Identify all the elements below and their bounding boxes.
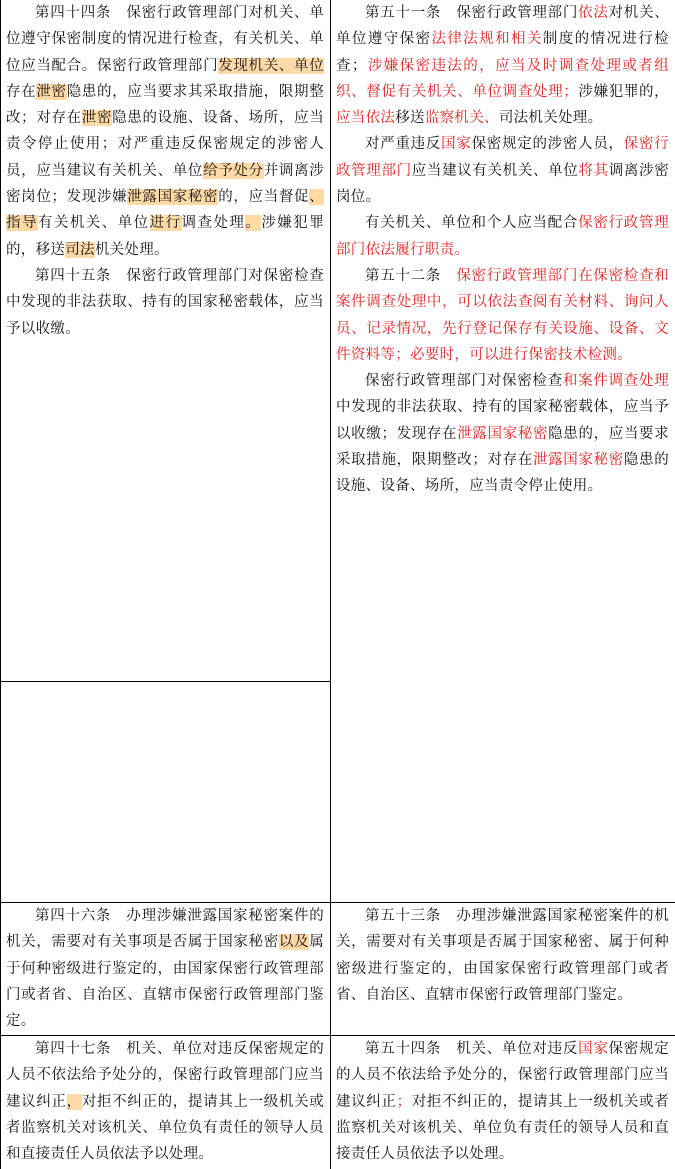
changed-text-highlight: ，: [66, 1093, 82, 1110]
changed-text-highlight: 、指导: [6, 189, 324, 232]
article-text: 第五十三条 办理涉嫌泄露国家秘密案件的机关，需要对有关事项是否属于国家秘密、属于何种密级进行鉴定的，由国家保密行政管理部门或者省、自治区、直辖市保密行政管理部门鉴定。: [336, 908, 669, 1003]
revised-text: 泄露国家秘密: [532, 452, 624, 469]
article-paragraph: [336, 903, 669, 1008]
article-text: 第五十二条: [365, 267, 457, 284]
revised-text: 国家: [441, 136, 472, 153]
new-article-51-52: [331, 0, 675, 500]
article-text: 中发现的非法获取、持有的国家秘密载体，应当予以收缴；发现存在: [336, 399, 669, 442]
changed-text-highlight: 泄密: [36, 83, 67, 100]
article-text: 调离涉密岗位。: [336, 162, 670, 206]
article-text: 移送: [395, 110, 425, 127]
article-text: 隐患的设施、设备、场所，应当责令停止使用；对严重违反保密规定的涉密人员，应当建议有关机关、单位: [6, 110, 324, 179]
article-text: 涉嫌犯罪的，移送: [6, 215, 324, 258]
article-text: 第五十一条 保密行政管理部门: [365, 5, 579, 21]
article-text: 应当建议有关机关、单位: [411, 162, 579, 179]
article-text: 有关机关、单位: [37, 215, 150, 232]
article-text: 保密规定的人员不依法给予处分的，保密行政管理部门应当建议纠正: [336, 1041, 670, 1110]
article-text: 第四十五条 保密行政管理部门对保密检查中发现的非法获取、持有的国家秘密载体，应当予以收缴。: [6, 267, 324, 337]
changed-text-highlight: 发现机关、单位: [218, 57, 324, 74]
changed-text-highlight: 进行: [149, 215, 182, 232]
article-text: 保密规定的涉密人员，: [471, 136, 624, 153]
article-text: 第四十七条 机关、单位对违反保密规定的人员不依法给予处分的，保密行政管理部门应当建议纠正: [6, 1041, 324, 1110]
article-text: 并调离涉密岗位；发现涉嫌: [6, 162, 324, 206]
new-article-54: [331, 1036, 675, 1167]
old-article-44-45: [1, 0, 330, 342]
changed-text-highlight: 给予处分: [203, 162, 264, 179]
article-text: 对拒不纠正的，提请其上一级机关或者监察机关对该机关、单位负有责任的领导人员和直接责任人员依法予以处理。: [336, 1093, 669, 1163]
article-paragraph: [336, 263, 669, 368]
article-text: 调查处理: [181, 215, 246, 232]
article-paragraph: [6, 0, 324, 263]
revised-text: 法律法规和相关: [431, 31, 543, 48]
article-paragraph: [6, 903, 324, 1034]
changed-text-highlight: 。: [245, 215, 262, 232]
revised-text: 保密行政管理部门: [336, 136, 670, 179]
revised-text: 涉嫌保密违法的，应当及时调查处理或者组织、督促有关机关、单位调查处理；: [336, 57, 669, 100]
article-text: 属于何种密级进行鉴定的，由国家保密行政管理部门或者省、自治区、直辖市保密行政管理部门鉴定。: [6, 934, 324, 1030]
article-text: 的，应当督促: [218, 189, 310, 206]
changed-text-highlight: 司法: [65, 241, 95, 258]
revised-text: 保密行政管理部门依法履行职责。: [336, 215, 669, 258]
changed-text-highlight: 以及: [278, 934, 310, 951]
old-article-47: [1, 1036, 330, 1167]
revised-text: ；: [396, 1093, 412, 1110]
revised-text: 将其: [578, 162, 609, 179]
article-text: 隐患的，应当要求采取措施，限期整改；对存在: [336, 425, 669, 469]
revised-text: 国家: [578, 1041, 609, 1057]
article-text: 有关机关、单位和个人应当配合: [365, 215, 579, 232]
article-text: 对拒不纠正的，提请其上一级机关或者监察机关对该机关、单位负有责任的领导人员和直接责任人员依法予以处理。: [6, 1093, 324, 1163]
revised-text: 和案件调查处理: [562, 373, 669, 390]
article-text: 隐患的，应当要求其采取措施，限期整改；对存在: [6, 83, 324, 127]
revised-text: 应当依法: [336, 110, 396, 127]
changed-text-highlight: 泄露国家秘密: [127, 189, 219, 206]
old-article-46: [1, 903, 330, 1034]
article-text: 制度的情况进行检查；: [336, 31, 669, 74]
article-text: 机关处理。: [94, 241, 169, 258]
article-paragraph: [336, 131, 669, 210]
changed-text-highlight: 泄密: [81, 110, 113, 127]
revised-text: 保密行政管理部门在保密检查和案件调查处理中，可以依法查阅有关材料、询问人员、记录情况，先行登记保存有关设施、设备、文件资料等；必要时，可以进行保密技术检测。: [336, 267, 669, 363]
new-article-53: [331, 903, 675, 1008]
article-text: 第四十六条 办理涉嫌泄露国家秘密案件的机关，需要对有关事项是否属于国家秘密: [6, 908, 324, 951]
article-paragraph: [336, 0, 669, 131]
revised-text: 监察机关、: [424, 110, 499, 127]
article-paragraph: [336, 368, 669, 499]
article-text: 涉嫌犯罪的，: [578, 83, 669, 100]
article-text: 第五十四条 机关、单位对违反: [365, 1041, 579, 1057]
article-paragraph: [6, 263, 324, 342]
revised-text: 泄露国家秘密: [457, 425, 549, 442]
article-text: 存在: [6, 83, 37, 100]
article-paragraph: [6, 1036, 324, 1167]
article-paragraph: [336, 1036, 669, 1167]
article-text: 隐患的设施、设备、场所，应当责令停止使用。: [336, 452, 669, 495]
revised-text: 依法: [578, 5, 609, 21]
article-paragraph: [336, 210, 669, 263]
article-text: 对严重违反: [365, 136, 442, 153]
article-text: 对机关、单位遵守保密: [336, 5, 670, 48]
article-text: 保密行政管理部门对保密检查: [365, 373, 563, 390]
article-text: 第四十四条 保密行政管理部门对机关、单位遵守保密制度的情况进行检查，有关机关、单位应当配合。保密行政管理部门: [6, 5, 324, 74]
article-text: 司法机关处理。: [498, 110, 603, 127]
table-row-divider-left: [0, 681, 330, 682]
